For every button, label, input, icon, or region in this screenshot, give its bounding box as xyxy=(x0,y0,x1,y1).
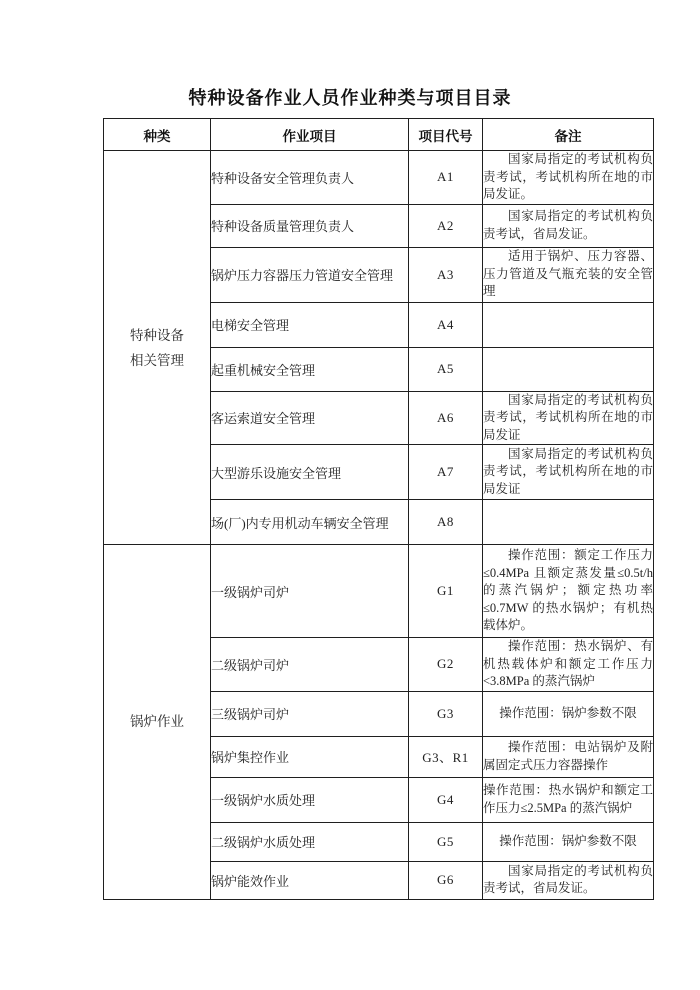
project-cell: 锅炉压力容器压力管道安全管理 xyxy=(211,247,409,302)
remark-cell: 操作范围：热水锅炉和额定工作压力≤2.5MPa 的蒸汽锅炉 xyxy=(483,777,654,822)
project-cell: 特种设备安全管理负责人 xyxy=(211,151,409,205)
remark-cell: 国家局指定的考试机构负责考试，省局发证。 xyxy=(483,861,654,899)
remark-cell: 国家局指定的考试机构负责考试，考试机构所在地的市局发证。 xyxy=(483,151,654,205)
category-label-line: 特种设备 xyxy=(130,327,184,343)
project-cell: 起重机械安全管理 xyxy=(211,347,409,391)
remark-cell xyxy=(483,500,654,545)
remark-cell: 操作范围：锅炉参数不限 xyxy=(483,691,654,736)
remark-cell: 操作范围：额定工作压力≤0.4MPa 且额定蒸发量≤0.5t/h 的蒸汽锅炉；额定热功率≤0.7MW 的热水锅炉；有机热载体炉。 xyxy=(483,545,654,638)
project-cell: 二级锅炉水质处理 xyxy=(211,822,409,861)
code-cell: A2 xyxy=(409,204,483,247)
code-cell: G6 xyxy=(409,861,483,899)
code-cell: A7 xyxy=(409,445,483,500)
project-cell: 三级锅炉司炉 xyxy=(211,691,409,736)
remark-cell: 国家局指定的考试机构负责考试，省局发证。 xyxy=(483,204,654,247)
code-cell: G3、R1 xyxy=(409,736,483,777)
code-cell: A5 xyxy=(409,347,483,391)
header-row xyxy=(104,119,654,151)
remark-cell xyxy=(483,302,654,347)
code-cell: A6 xyxy=(409,391,483,445)
code-cell: A1 xyxy=(409,151,483,205)
remark-cell: 操作范围：电站锅炉及附属固定式压力容器操作 xyxy=(483,736,654,777)
project-cell: 大型游乐设施安全管理 xyxy=(211,445,409,500)
category-label-line: 锅炉作业 xyxy=(130,714,184,730)
project-cell: 一级锅炉司炉 xyxy=(211,545,409,638)
remark-cell: 适用于锅炉、压力容器、压力管道及气瓶充装的安全管理 xyxy=(483,247,654,302)
code-cell: G1 xyxy=(409,545,483,638)
remark-cell: 国家局指定的考试机构负责考试，考试机构所在地的市局发证 xyxy=(483,391,654,445)
code-cell: G2 xyxy=(409,638,483,692)
column-header-remark: 备注 xyxy=(483,119,654,151)
page-title: 特种设备作业人员作业种类与项目目录 xyxy=(188,88,512,108)
project-cell: 锅炉集控作业 xyxy=(211,736,409,777)
code-cell: A3 xyxy=(409,247,483,302)
project-cell: 特种设备质量管理负责人 xyxy=(211,204,409,247)
project-cell: 客运索道安全管理 xyxy=(211,391,409,445)
catalog-table xyxy=(103,118,654,900)
code-cell: G4 xyxy=(409,777,483,822)
remark-cell: 国家局指定的考试机构负责考试，考试机构所在地的市局发证 xyxy=(483,445,654,500)
column-header-code: 项目代号 xyxy=(409,119,483,151)
column-header-project: 作业项目 xyxy=(211,119,409,151)
code-cell: A8 xyxy=(409,500,483,545)
project-cell: 锅炉能效作业 xyxy=(211,861,409,899)
project-cell: 二级锅炉司炉 xyxy=(211,638,409,692)
remark-cell: 操作范围：热水锅炉、有机热载体炉和额定工作压力<3.8MPa 的蒸汽锅炉 xyxy=(483,638,654,692)
column-header-category: 种类 xyxy=(104,119,211,151)
remark-cell: 操作范围：锅炉参数不限 xyxy=(483,822,654,861)
project-cell: 场(厂)内专用机动车辆安全管理 xyxy=(211,500,409,545)
code-cell: G3 xyxy=(409,691,483,736)
table-row xyxy=(104,545,654,638)
category-cell-boiler-operation xyxy=(104,545,211,900)
category-label-line: 相关管理 xyxy=(130,352,184,368)
code-cell: G5 xyxy=(409,822,483,861)
table-row xyxy=(104,151,654,205)
code-cell: A4 xyxy=(409,302,483,347)
category-cell-special-equipment xyxy=(104,151,211,545)
project-cell: 一级锅炉水质处理 xyxy=(211,777,409,822)
project-cell: 电梯安全管理 xyxy=(211,302,409,347)
remark-cell xyxy=(483,347,654,391)
